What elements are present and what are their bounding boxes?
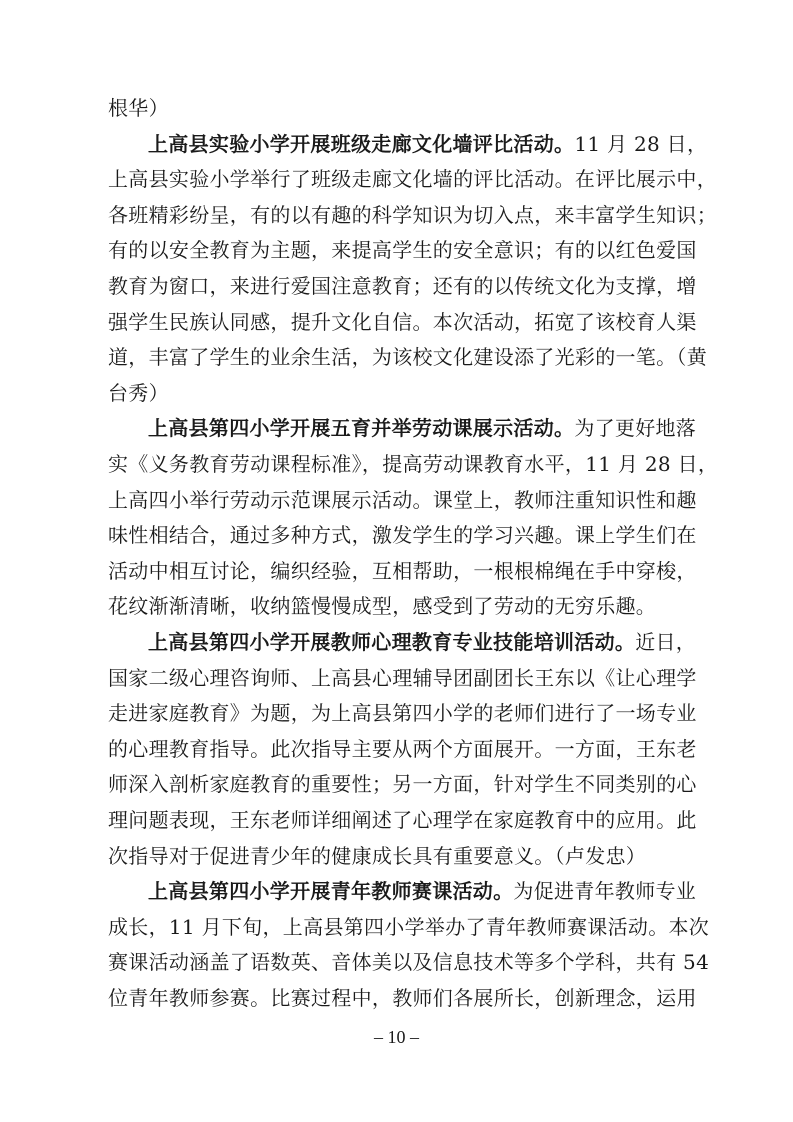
paragraph-first-line [148,412,697,445]
line-text: 次指导对于促进青少年的健康成长具有重要意义。（卢发忠） [108,843,647,868]
text-line [108,306,697,339]
line-text: 道，丰富了学生的业余生活，为该校文化建设添了光彩的一笔。（黄 [108,345,707,370]
text-line [108,199,717,232]
line-text: 师深入剖析家庭教育的重要性；另一方面，针对学生不同类别的心 [108,772,697,797]
text-line [108,590,688,623]
text-line [108,163,717,196]
line-text: 教育为窗口，来进行爱国注意教育；还有的以传统文化为支撑，增 [108,274,697,298]
text-line [108,840,688,873]
line-text: 实《义务教育劳动课程标准》，提高劳动课教育水平，11 月 28 日， [108,452,719,476]
line-text: 强学生民族认同感，提升文化自信。本次活动，拓宽了该校育人渠 [108,309,697,334]
paragraph-heading: 上高县第四小学开展青年教师赛课活动。 [148,879,514,904]
text-line [108,946,710,979]
paragraph-first-line [148,128,708,161]
paragraph-heading: 上高县实验小学开展班级走廊文化墙评比活动。 [148,131,575,156]
line-text: 有的以安全教育为主题，来提高学生的安全意识；有的以红色爱国 [108,238,697,263]
line-text: 位青年教师参赛。比赛过程中，教师们各展所长，创新理念，运用 [108,986,697,1010]
paragraph-first-line [148,875,697,908]
text-line [108,804,697,837]
text-line [108,448,719,481]
text-line [108,484,697,517]
line-text: 国家二级心理咨询师、上高县心理辅导团副团长王东以《让心理学 [108,665,697,690]
line-text: 11 月 28 日， [574,131,708,156]
line-text: 活动中相互讨论，编织经验，互相帮助，一根根棉绳在手中穿梭， [108,558,697,583]
text-line [108,341,707,374]
line-text: 为促进青年教师专业 [513,879,697,904]
paragraph-first-line [148,626,697,659]
text-line [108,377,688,410]
line-text: 近日， [635,630,697,654]
text-line [108,92,688,125]
line-text: 台秀） [108,380,169,405]
line-text: 味性相结合，通过多种方式，激发学生的学习兴趣。课上学生们在 [108,523,697,548]
paragraph-heading: 上高县第四小学开展五育并举劳动课展示活动。 [148,416,575,441]
text-line [108,234,697,267]
line-text: 为了更好地落 [574,416,697,441]
line-text: 理问题表现，王东老师详细阐述了心理学在家庭教育中的应用。此 [108,808,697,832]
text-line [108,662,697,695]
line-text: 根华） [108,96,169,120]
line-text: 走进家庭教育》为题，为上高县第四小学的老师们进行了一场专业 [108,701,697,726]
line-text: 赛课活动涵盖了语数英、音体美以及信息技术等多个学科，共有 54 [108,950,710,975]
page-number: – 10 – [374,1027,419,1047]
text-line [108,519,697,552]
line-text: 花纹渐渐清晰，收纳篮慢慢成型，感受到了劳动的无穷乐趣。 [108,594,657,619]
text-line [108,911,710,944]
line-text: 成长，11 月下旬，上高县第四小学举办了青年教师赛课活动。本次 [108,914,710,939]
paragraph-heading: 上高县第四小学开展教师心理教育专业技能培训活动。 [148,630,636,654]
line-text: 上高四小举行劳动示范课展示活动。课堂上，教师注重知识性和趣 [108,487,697,512]
text-line [108,768,697,801]
text-line [108,733,697,766]
text-line [108,982,697,1015]
text-line [108,270,697,303]
text-line [108,697,697,730]
line-text: 各班精彩纷呈，有的以有趣的科学知识为切入点，来丰富学生知识； [108,202,717,227]
text-line [108,555,697,588]
line-text: 上高县实验小学举行了班级走廊文化墙的评比活动。在评比展示中， [108,167,717,192]
line-text: 的心理教育指导。此次指导主要从两个方面展开。一方面，王东老 [108,736,697,761]
